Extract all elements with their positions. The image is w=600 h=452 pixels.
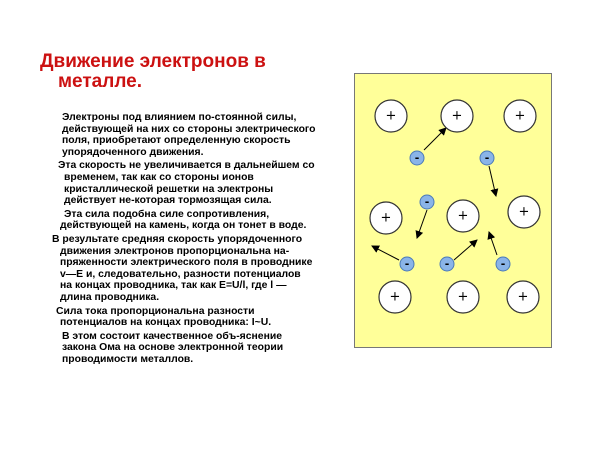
ion (441, 100, 473, 132)
body-text (52, 112, 352, 367)
electron-sign: - (414, 151, 420, 165)
text-line: движения электронов пропорциональна на- (60, 245, 290, 257)
text-line: Эта скорость не увеличивается в дальнейшем со (58, 160, 315, 172)
ion (375, 100, 407, 132)
electron (480, 151, 494, 165)
electron (420, 195, 434, 209)
title-line-2: металле. (58, 71, 142, 92)
text-line: Сила тока пропорциональна разности (56, 305, 255, 317)
electron-sign: - (404, 257, 410, 271)
velocity-arrow (489, 166, 496, 196)
velocity-arrow (372, 246, 399, 260)
electron-sign: - (484, 151, 490, 165)
ion (379, 281, 411, 313)
text-line: пряженности электрического поля в проводнике (60, 257, 313, 269)
ion (508, 196, 540, 228)
paragraph-5 (52, 306, 352, 329)
text-line: потенциалов на концах проводника: I~U. (60, 317, 272, 329)
text-line: В этом состоит качественное объ-яснение (62, 330, 283, 342)
ion (507, 281, 539, 313)
ion-sign: + (457, 289, 469, 305)
text-line: В результате средняя скорость упорядоченного (52, 233, 303, 245)
text-line: временем, так как со стороны ионов (64, 171, 254, 183)
text-line: проводимости металлов. (62, 353, 194, 365)
text-line: длина проводника. (60, 291, 160, 303)
paragraph-3 (52, 209, 352, 232)
metal-lattice-diagram (354, 73, 552, 348)
text-line: закона Ома на основе электронной теории (62, 342, 284, 354)
text-line: действующей на камень, когда он тонет в воде. (60, 220, 307, 232)
text-line: упорядоченного движения. (62, 146, 204, 158)
text-line: действует не-которая тормозящая сила. (64, 195, 272, 207)
electron (496, 257, 510, 271)
paragraph-4 (52, 234, 352, 304)
velocity-arrow (417, 210, 427, 238)
title-line-1: Движение электронов в (40, 51, 266, 72)
text-line: кристаллической решетки на электроны (64, 183, 274, 195)
ion-sign: + (514, 108, 526, 124)
ion-sign: + (517, 289, 529, 305)
electron (440, 257, 454, 271)
text-line: Электроны под влиянием по-стоянной силы, (62, 112, 297, 123)
ion-sign: + (389, 289, 401, 305)
ion-sign: + (385, 108, 397, 124)
ion-sign: + (457, 208, 469, 224)
text-line: Эта сила подобна силе сопротивления, (64, 208, 270, 220)
electron-sign: - (444, 257, 450, 271)
velocity-arrow (489, 232, 497, 255)
paragraph-2 (52, 160, 352, 206)
velocity-arrow (424, 128, 446, 150)
ion (447, 281, 479, 313)
ion-sign: + (380, 210, 392, 226)
ion-sign: + (451, 108, 463, 124)
ion-sign: + (518, 204, 530, 220)
text-line: поля, приобретают определенную скорость (62, 135, 291, 147)
electron (400, 257, 414, 271)
text-line: действующей на них со стороны электрического (62, 123, 316, 135)
slide-title (40, 52, 340, 92)
lattice-svg (355, 74, 551, 347)
text-line: на концах проводника, так как E=U/l, где l — (60, 280, 287, 292)
text-line: v—E и, следовательно, разности потенциалов (60, 268, 301, 280)
electron (410, 151, 424, 165)
paragraph-1 (52, 112, 352, 158)
paragraph-6 (52, 331, 352, 366)
ion (370, 202, 402, 234)
velocity-arrow (454, 240, 477, 260)
electron-sign: - (500, 257, 506, 271)
ion (504, 100, 536, 132)
electron-sign: - (424, 195, 430, 209)
ion (447, 200, 479, 232)
